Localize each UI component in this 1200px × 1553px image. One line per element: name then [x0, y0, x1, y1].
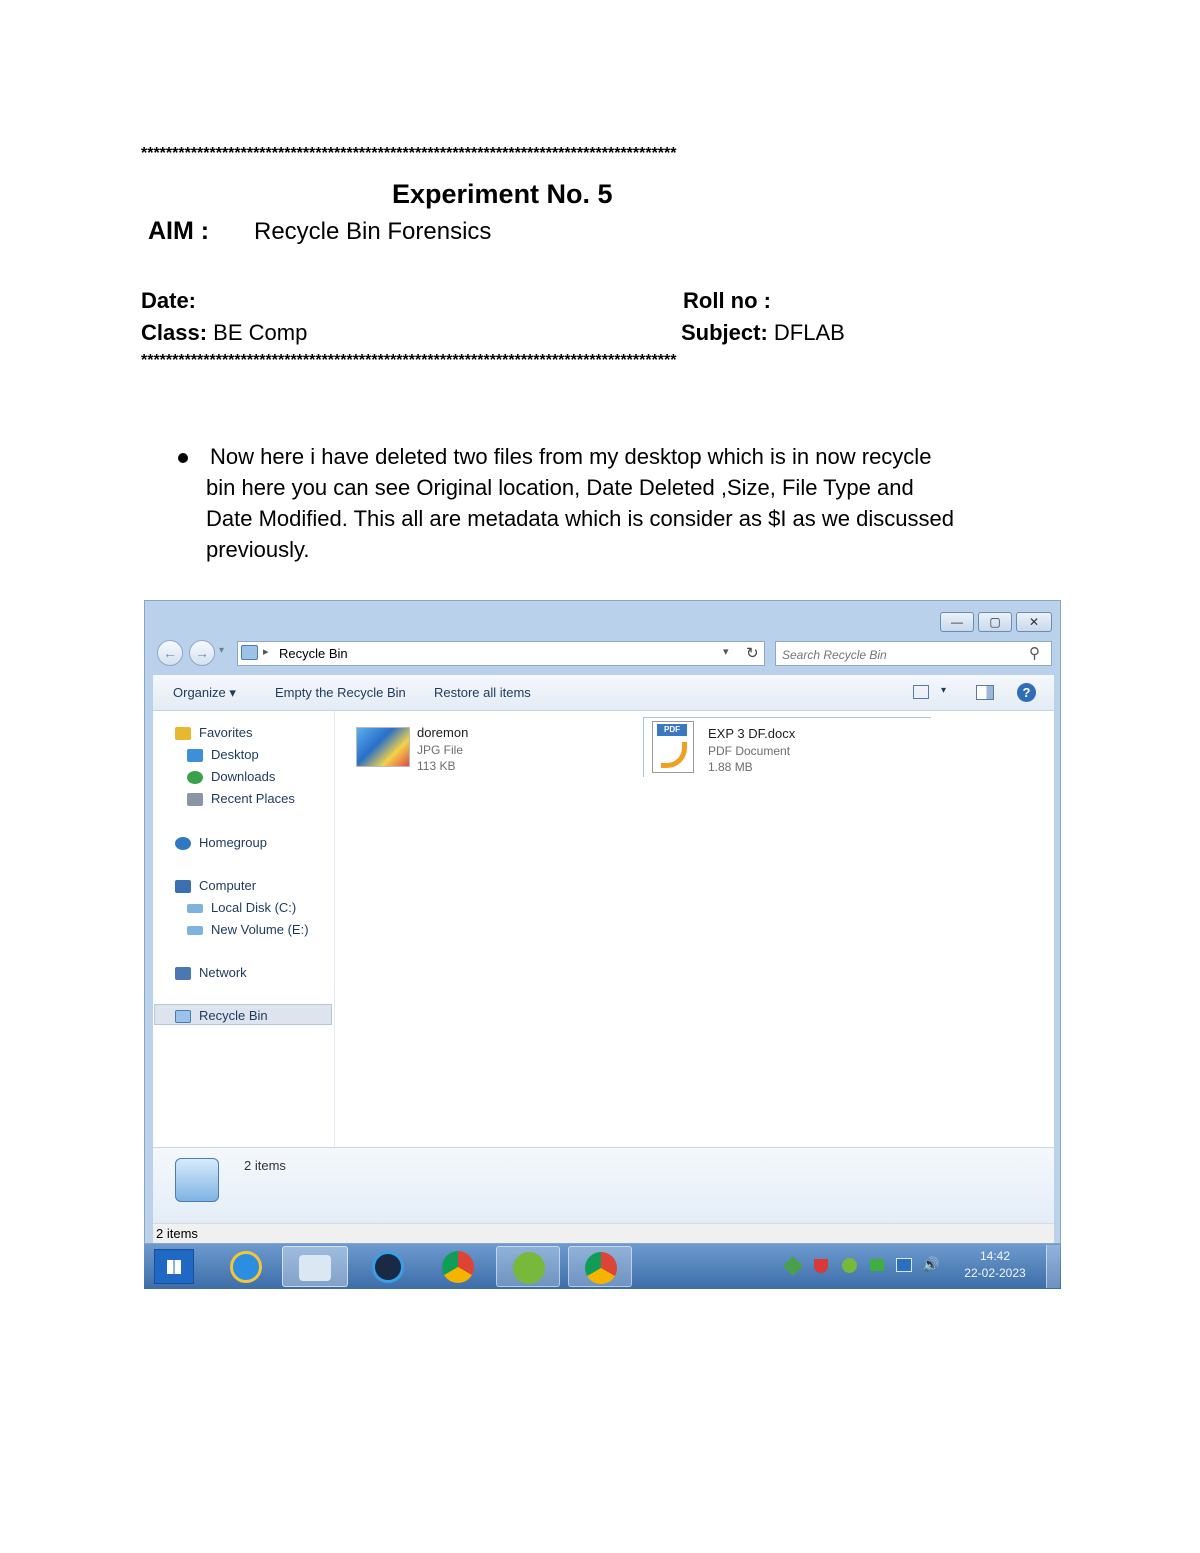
- clock[interactable]: [954, 1248, 1036, 1282]
- nav-recent-label: Recent Places: [211, 791, 295, 806]
- tray-arrows-icon[interactable]: [783, 1256, 803, 1276]
- help-icon[interactable]: ?: [1017, 683, 1036, 702]
- roll-field: [683, 288, 771, 314]
- bullet-point: [178, 453, 188, 463]
- pdf-badge: PDF: [657, 724, 687, 736]
- nav-recent-places[interactable]: [187, 791, 295, 806]
- navigation-pane: [153, 711, 335, 1147]
- internet-explorer-icon: [230, 1251, 262, 1283]
- chrome-icon: [585, 1252, 617, 1284]
- tray-shield-icon[interactable]: [814, 1259, 828, 1273]
- file-item-exp3[interactable]: [643, 717, 931, 777]
- class-label: Class:: [141, 320, 208, 345]
- taskbar: [144, 1244, 1061, 1289]
- file-size: 113 KB: [417, 759, 456, 773]
- address-path[interactable]: Recycle Bin: [279, 646, 348, 661]
- status-item-count: 2 items: [156, 1226, 198, 1241]
- nav-favorites-label: Favorites: [199, 725, 253, 740]
- bullet-text: Now here i have deleted two files from my desktop which is in now recycle bin here you can see Original location, Date Deleted ,Size, File Type and Date Modified. This all are metadata which is consider as $I as we discussed previously.: [206, 444, 954, 562]
- breadcrumb-separator-icon: ▸: [263, 646, 269, 658]
- date-field: [141, 288, 196, 314]
- details-pane: [153, 1147, 1054, 1223]
- aim-text: Recycle Bin Forensics: [254, 218, 492, 245]
- date-label: Date:: [141, 288, 197, 313]
- class-value: BE Comp: [207, 320, 308, 345]
- separator-stars-bottom: **************************************************************************************: [141, 352, 677, 369]
- view-dropdown-icon[interactable]: ▾: [941, 685, 947, 696]
- recent-pages-chevron-icon[interactable]: ▾: [219, 645, 225, 656]
- nav-downloads[interactable]: [187, 769, 275, 784]
- explorer-window: [144, 600, 1061, 1244]
- file-type: PDF Document: [708, 744, 791, 758]
- nav-computer[interactable]: [175, 878, 256, 893]
- pdf-swoosh-icon: [661, 742, 687, 768]
- show-desktop-button[interactable]: [1046, 1245, 1060, 1288]
- experiment-title: Experiment No. 5: [392, 179, 613, 209]
- recycle-bin-icon: [241, 645, 258, 660]
- file-name: EXP 3 DF.docx: [708, 726, 796, 741]
- nav-local-disk-label: Local Disk (C:): [211, 900, 297, 915]
- empty-recycle-bin-button[interactable]: Empty the Recycle Bin: [275, 685, 406, 700]
- nav-computer-label: Computer: [199, 878, 257, 893]
- recycle-bin-icon: [175, 1010, 191, 1023]
- nav-recycle-bin[interactable]: [175, 1008, 268, 1023]
- folder-icon: [299, 1255, 331, 1281]
- file-size: 1.88 MB: [708, 760, 753, 774]
- file-item-doremon[interactable]: [353, 721, 623, 781]
- nav-desktop-label: Desktop: [211, 747, 259, 762]
- forward-button[interactable]: [189, 640, 215, 666]
- network-icon: [175, 967, 191, 980]
- tray-network-icon[interactable]: [896, 1258, 912, 1272]
- address-bar[interactable]: [237, 641, 765, 666]
- refresh-icon[interactable]: ↻: [746, 645, 759, 662]
- roll-label: Roll no :: [683, 288, 771, 313]
- taskbar-utorrent[interactable]: [496, 1246, 560, 1287]
- nav-network[interactable]: [175, 965, 247, 980]
- utorrent-icon: [513, 1252, 545, 1284]
- tray-utorrent-icon[interactable]: [842, 1258, 857, 1273]
- recycle-bin-large-icon: [175, 1158, 219, 1202]
- taskbar-file-explorer[interactable]: [282, 1246, 348, 1287]
- nav-homegroup-label: Homegroup: [199, 835, 267, 850]
- taskbar-chrome[interactable]: [426, 1246, 490, 1287]
- drive-icon: [187, 926, 203, 935]
- homegroup-icon: [175, 837, 191, 850]
- aim-label: AIM :: [148, 217, 210, 245]
- file-type: JPG File: [417, 743, 464, 757]
- nav-desktop[interactable]: [187, 747, 259, 762]
- restore-all-button[interactable]: Restore all items: [434, 685, 531, 700]
- address-dropdown-icon[interactable]: ▾: [723, 646, 729, 658]
- recent-places-icon: [187, 793, 203, 806]
- nav-new-volume[interactable]: [187, 922, 309, 937]
- media-player-icon: [372, 1251, 404, 1283]
- windows-logo-icon: [167, 1260, 181, 1274]
- star-icon: [175, 727, 191, 740]
- chrome-icon: [442, 1251, 474, 1283]
- class-field: [141, 320, 307, 346]
- nav-new-volume-label: New Volume (E:): [211, 922, 309, 937]
- clock-time: 14:42: [979, 1249, 1011, 1263]
- subject-value: DFLAB: [767, 320, 845, 345]
- back-button[interactable]: [157, 640, 183, 666]
- file-name: doremon: [417, 725, 469, 740]
- nav-local-disk[interactable]: [187, 900, 296, 915]
- tray-volume-icon[interactable]: 🔊: [922, 1256, 940, 1272]
- maximize-button[interactable]: ▢: [978, 612, 1012, 632]
- pdf-document-icon: [652, 721, 694, 773]
- preview-pane-icon[interactable]: [976, 685, 994, 700]
- details-item-count: 2 items: [244, 1158, 286, 1173]
- tray-flag-icon[interactable]: [870, 1259, 884, 1271]
- search-icon[interactable]: ⚲: [1029, 645, 1040, 662]
- content-area: [153, 711, 1054, 1147]
- search-box[interactable]: [775, 641, 1052, 666]
- nav-downloads-label: Downloads: [211, 769, 276, 784]
- separator-stars-top: **************************************************************************************: [141, 145, 677, 162]
- clock-date: 22-02-2023: [964, 1266, 1026, 1280]
- close-button[interactable]: ✕: [1016, 612, 1052, 632]
- nav-network-label: Network: [199, 965, 247, 980]
- arrow-left-icon: ←: [163, 645, 177, 661]
- status-bar: [153, 1223, 1054, 1243]
- nav-recycle-bin-label: Recycle Bin: [199, 1008, 268, 1023]
- arrow-right-icon: →: [195, 645, 209, 661]
- nav-favorites[interactable]: [175, 725, 252, 740]
- nav-homegroup[interactable]: [175, 835, 267, 850]
- taskbar-media-player[interactable]: [356, 1246, 420, 1287]
- image-thumbnail-icon: [356, 727, 410, 767]
- taskbar-internet-explorer[interactable]: [214, 1246, 278, 1287]
- downloads-icon: [187, 771, 203, 784]
- command-bar: [153, 675, 1054, 711]
- taskbar-chrome-2[interactable]: [568, 1246, 632, 1287]
- start-button[interactable]: [154, 1249, 194, 1284]
- view-options-icon[interactable]: [913, 685, 929, 699]
- drive-icon: [187, 904, 203, 913]
- search-input[interactable]: [780, 644, 1024, 665]
- desktop-icon: [187, 749, 203, 762]
- computer-icon: [175, 880, 191, 893]
- subject-label: Subject:: [681, 320, 768, 345]
- subject-field: [681, 320, 845, 346]
- minimize-button[interactable]: —: [940, 612, 974, 632]
- organize-button[interactable]: Organize ▾: [173, 685, 236, 700]
